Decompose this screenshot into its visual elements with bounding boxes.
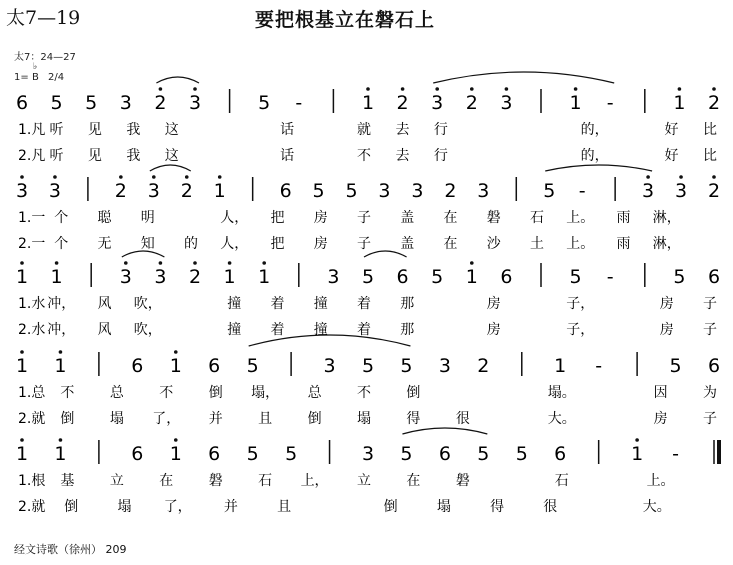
note: 3 bbox=[411, 180, 424, 202]
lyric-syllable: 的， bbox=[580, 148, 609, 164]
lyric-syllable: 吹， bbox=[133, 296, 162, 312]
lyric-syllable: 着 bbox=[357, 322, 371, 338]
lyric-syllable: 子 bbox=[703, 296, 717, 312]
lyric-syllable: 为 bbox=[703, 385, 717, 401]
lyric-syllable: 1.凡 bbox=[18, 122, 46, 138]
lyric-syllable: 倒 bbox=[307, 411, 322, 427]
lyric-syllable: 磐 bbox=[455, 473, 470, 489]
lyric-syllable: 那 bbox=[400, 322, 415, 338]
note: 2 bbox=[180, 180, 193, 202]
lyric-syllable: 塌 bbox=[109, 411, 124, 427]
lyric-syllable: 冲， bbox=[47, 322, 76, 338]
note: 1 bbox=[169, 355, 182, 377]
lyric-syllable: 石 bbox=[554, 473, 569, 489]
hold-dash: - bbox=[295, 92, 303, 114]
lyric-syllable: 大。 bbox=[547, 411, 576, 427]
lyric-syllable: 倒 bbox=[208, 385, 223, 401]
lyric-syllable: 子， bbox=[566, 296, 595, 312]
octave-dot bbox=[185, 175, 189, 179]
note: 6 bbox=[707, 355, 721, 377]
lyric-syllable: 磐 bbox=[208, 473, 223, 489]
lyric-syllable: 着 bbox=[270, 296, 285, 312]
lyric-syllable: 这 bbox=[164, 148, 179, 164]
octave-dot bbox=[20, 261, 24, 265]
note: 6 bbox=[131, 443, 144, 465]
note: 5 bbox=[246, 355, 259, 377]
lyric-syllable: 房 bbox=[486, 296, 501, 312]
lyric-syllable: 子， bbox=[566, 322, 595, 338]
lyric-syllable: 上。 bbox=[566, 236, 595, 252]
lyric-syllable: 明 bbox=[140, 210, 155, 226]
octave-dot bbox=[574, 87, 578, 91]
note: 1 bbox=[15, 443, 29, 465]
octave-dot bbox=[712, 175, 716, 179]
octave-dot bbox=[262, 261, 266, 265]
lyric-syllable: 2.水 bbox=[18, 322, 46, 338]
note: 2 bbox=[188, 266, 202, 288]
lyric-syllable: 且 bbox=[277, 499, 292, 515]
lyric-syllable: 撞 bbox=[227, 322, 242, 338]
lyric-syllable: 立 bbox=[109, 473, 124, 489]
flat-sign: ♭ bbox=[32, 62, 38, 72]
lyric-syllable: 得 bbox=[406, 411, 421, 427]
note: 3 bbox=[119, 266, 132, 288]
hold-dash: - bbox=[606, 266, 614, 288]
note: 1 bbox=[673, 92, 686, 114]
octave-dot bbox=[435, 87, 439, 91]
note: 1 bbox=[50, 266, 63, 288]
lyric-syllable: 听 bbox=[49, 122, 64, 138]
note: 5 bbox=[400, 443, 413, 465]
octave-dot bbox=[505, 87, 509, 91]
lyric-syllable: 盖 bbox=[400, 236, 415, 252]
note: 3 bbox=[119, 92, 132, 114]
lyric-syllable: 磐 bbox=[486, 210, 501, 226]
note: 6 bbox=[707, 266, 721, 288]
note: 5 bbox=[477, 443, 490, 465]
lyric-syllable: 了， bbox=[152, 411, 181, 427]
lyric-syllable: 聪 bbox=[97, 210, 112, 226]
octave-dot bbox=[152, 175, 156, 179]
octave-dot bbox=[218, 175, 222, 179]
note: 3 bbox=[642, 180, 655, 202]
octave-dot bbox=[159, 87, 163, 91]
lyric-syllable: 吹， bbox=[133, 322, 162, 338]
lyric-syllable: 雨 bbox=[616, 236, 631, 252]
lyric-syllable: 话 bbox=[280, 148, 295, 164]
slur bbox=[402, 428, 487, 434]
lyric-syllable: 并 bbox=[223, 499, 238, 515]
octave-dot bbox=[124, 261, 128, 265]
octave-dot bbox=[159, 261, 163, 265]
note: 1 bbox=[213, 180, 226, 202]
lyric-syllable: 上。 bbox=[566, 210, 595, 226]
lyric-syllable: 塌 bbox=[117, 499, 132, 515]
lyric-syllable: 风 bbox=[97, 296, 112, 312]
lyric-syllable: 这 bbox=[164, 122, 179, 138]
note: 2 bbox=[477, 355, 490, 377]
lyric-syllable: 1.水 bbox=[18, 296, 46, 312]
note: 5 bbox=[543, 180, 556, 202]
lyric-syllable: 房 bbox=[659, 322, 674, 338]
note: 6 bbox=[438, 443, 451, 465]
lyric-syllable: 比 bbox=[703, 148, 717, 164]
lyric-syllable: 无 bbox=[97, 236, 112, 252]
octave-dot bbox=[174, 438, 178, 442]
lyric-syllable: 在 bbox=[443, 236, 458, 252]
octave-dot bbox=[635, 438, 639, 442]
octave-dot bbox=[712, 87, 716, 91]
note: 1 bbox=[15, 266, 29, 288]
lyric-syllable: 不 bbox=[357, 385, 371, 401]
note: 3 bbox=[378, 180, 391, 202]
note: 1 bbox=[15, 355, 29, 377]
note: 5 bbox=[400, 355, 413, 377]
lyric-syllable: 房 bbox=[313, 210, 328, 226]
slur bbox=[545, 165, 652, 171]
lyric-syllable: 盖 bbox=[400, 210, 415, 226]
lyric-syllable: 雨 bbox=[616, 210, 631, 226]
scripture-source: 太7：24—27 bbox=[14, 52, 76, 63]
lyric-syllable: 塌。 bbox=[547, 385, 576, 401]
note: 1 bbox=[554, 355, 567, 377]
note: 3 bbox=[188, 92, 202, 114]
lyric-syllable: 冲， bbox=[47, 296, 76, 312]
note: 6 bbox=[396, 266, 409, 288]
lyric-syllable: 子 bbox=[357, 236, 371, 252]
note: 1 bbox=[361, 92, 375, 114]
lyric-syllable: 2.就 bbox=[18, 411, 46, 427]
lyric-syllable: 1.根 bbox=[18, 473, 46, 489]
lyric-syllable: 淋， bbox=[652, 210, 681, 226]
note: 5 bbox=[246, 443, 259, 465]
lyric-syllable: 就 bbox=[357, 122, 371, 138]
octave-dot bbox=[119, 175, 123, 179]
lyric-syllable: 子 bbox=[703, 411, 717, 427]
lyric-syllable: 把 bbox=[270, 210, 285, 226]
octave-dot bbox=[470, 261, 474, 265]
note: 5 bbox=[431, 266, 444, 288]
song-reference: 太7—19 bbox=[6, 7, 81, 29]
lyric-syllable: 土 bbox=[530, 236, 544, 252]
lyric-syllable: 见 bbox=[87, 148, 102, 164]
lyric-syllable: 倒 bbox=[60, 411, 75, 427]
note: 1 bbox=[631, 443, 644, 465]
note: 6 bbox=[208, 443, 221, 465]
note: 6 bbox=[15, 92, 29, 114]
octave-dot bbox=[59, 350, 63, 354]
lyric-syllable: 着 bbox=[357, 296, 371, 312]
lyric-syllable: 1.一 bbox=[18, 210, 46, 226]
lyric-syllable: 倒 bbox=[406, 385, 421, 401]
octave-dot bbox=[193, 87, 197, 91]
lyric-syllable: 并 bbox=[208, 411, 223, 427]
lyric-syllable: 去 bbox=[395, 148, 410, 164]
lyric-syllable: 上。 bbox=[646, 473, 675, 489]
octave-dot bbox=[53, 175, 57, 179]
note: 1 bbox=[223, 266, 236, 288]
lyric-syllable: 个 bbox=[54, 210, 69, 226]
lyric-syllable: 石 bbox=[258, 473, 273, 489]
lyric-syllable: 撞 bbox=[313, 296, 328, 312]
note: 5 bbox=[85, 92, 98, 114]
note: 6 bbox=[131, 355, 144, 377]
lyric-syllable: 的 bbox=[184, 236, 198, 252]
lyric-syllable: 撞 bbox=[313, 322, 328, 338]
note: 5 bbox=[361, 355, 375, 377]
lyric-syllable: 在 bbox=[443, 210, 458, 226]
slur bbox=[150, 165, 191, 171]
key-letter: B bbox=[31, 72, 39, 83]
lyric-syllable: 淋， bbox=[652, 236, 681, 252]
octave-dot bbox=[646, 175, 650, 179]
note: 1 bbox=[54, 355, 67, 377]
lyric-syllable: 不 bbox=[159, 385, 174, 401]
lyric-syllable: 在 bbox=[159, 473, 174, 489]
note: 1 bbox=[169, 443, 182, 465]
lyric-syllable: 比 bbox=[703, 122, 717, 138]
note: 2 bbox=[114, 180, 127, 202]
note: 5 bbox=[345, 180, 358, 202]
octave-dot bbox=[174, 350, 178, 354]
lyric-syllable: 沙 bbox=[486, 236, 501, 252]
lyric-syllable: 我 bbox=[126, 122, 141, 138]
lyric-syllable: 听 bbox=[49, 148, 64, 164]
note: 6 bbox=[500, 266, 513, 288]
lyric-syllable: 房 bbox=[313, 236, 328, 252]
note: 5 bbox=[50, 92, 63, 114]
lyric-syllable: 基 bbox=[60, 473, 75, 489]
note: 3 bbox=[500, 92, 513, 114]
lyric-syllable: 我 bbox=[126, 148, 141, 164]
note: 5 bbox=[258, 92, 271, 114]
lyric-syllable: 很 bbox=[543, 499, 558, 515]
lyric-syllable: 2.就 bbox=[18, 499, 46, 515]
lyric-syllable: 知 bbox=[140, 236, 155, 252]
note: 3 bbox=[15, 180, 29, 202]
note: 1 bbox=[258, 266, 271, 288]
lyric-syllable: 房 bbox=[486, 322, 501, 338]
lyric-syllable: 把 bbox=[270, 236, 285, 252]
lyric-syllable: 房 bbox=[653, 411, 668, 427]
lyric-syllable: 塌 bbox=[436, 499, 451, 515]
note: 3 bbox=[477, 180, 490, 202]
lyric-syllable: 塌， bbox=[251, 385, 280, 401]
octave-dot bbox=[228, 261, 232, 265]
note: 1 bbox=[569, 92, 582, 114]
lyric-syllable: 子 bbox=[357, 210, 371, 226]
note: 3 bbox=[327, 266, 340, 288]
note: 2 bbox=[707, 180, 721, 202]
lyric-syllable: 且 bbox=[258, 411, 273, 427]
note: 3 bbox=[48, 180, 61, 202]
note: 3 bbox=[675, 180, 688, 202]
octave-dot bbox=[20, 175, 24, 179]
octave-dot bbox=[679, 175, 683, 179]
lyric-syllable: 立 bbox=[357, 473, 371, 489]
note: 2 bbox=[465, 92, 478, 114]
note: 3 bbox=[431, 92, 444, 114]
note: 6 bbox=[554, 443, 567, 465]
octave-dot bbox=[401, 87, 405, 91]
octave-dot bbox=[678, 87, 682, 91]
hold-dash: - bbox=[672, 443, 679, 465]
note: 5 bbox=[361, 266, 375, 288]
lyric-syllable: 上， bbox=[300, 473, 329, 489]
lyric-syllable: 个 bbox=[54, 236, 69, 252]
lyric-syllable: 大。 bbox=[642, 499, 671, 515]
lyric-syllable: 因 bbox=[653, 385, 668, 401]
lyric-syllable: 行 bbox=[433, 122, 448, 138]
lyric-syllable: 倒 bbox=[383, 499, 398, 515]
footer-source: 经文诗歌（徐州） 209 bbox=[14, 543, 127, 556]
lyric-syllable: 石 bbox=[530, 210, 544, 226]
slur bbox=[156, 77, 199, 83]
lyric-syllable: 见 bbox=[87, 122, 102, 138]
lyric-syllable: 的， bbox=[580, 122, 609, 138]
note: 5 bbox=[673, 266, 686, 288]
octave-dot bbox=[193, 261, 197, 265]
lyric-syllable: 人， bbox=[220, 210, 249, 226]
lyric-syllable: 不 bbox=[357, 148, 371, 164]
hold-dash: - bbox=[606, 92, 614, 114]
note: 3 bbox=[361, 443, 375, 465]
lyric-syllable: 1.总 bbox=[18, 385, 46, 401]
note: 2 bbox=[444, 180, 457, 202]
note: 5 bbox=[515, 443, 528, 465]
lyric-syllable: 那 bbox=[400, 296, 415, 312]
lyric-syllable: 房 bbox=[659, 296, 674, 312]
note: 5 bbox=[285, 443, 298, 465]
lyric-syllable: 好 bbox=[664, 148, 679, 164]
lyric-syllable: 很 bbox=[455, 411, 470, 427]
lyric-syllable: 着 bbox=[270, 322, 285, 338]
lyric-syllable: 行 bbox=[433, 148, 448, 164]
lyric-syllable: 在 bbox=[406, 473, 421, 489]
lyric-syllable: 风 bbox=[97, 322, 112, 338]
time-signature: 2/4 bbox=[48, 72, 65, 83]
hold-dash: - bbox=[595, 355, 603, 377]
key-prefix: 1= bbox=[14, 72, 29, 83]
song-title: 要把根基立在磐石上 bbox=[255, 9, 436, 31]
lyric-syllable: 了， bbox=[163, 499, 192, 515]
octave-dot bbox=[20, 350, 24, 354]
lyric-syllable: 人， bbox=[220, 236, 249, 252]
note: 3 bbox=[323, 355, 336, 377]
octave-dot bbox=[20, 438, 24, 442]
lyric-syllable: 塌 bbox=[357, 411, 371, 427]
note: 5 bbox=[569, 266, 582, 288]
octave-dot bbox=[366, 87, 370, 91]
octave-dot bbox=[55, 261, 59, 265]
lyric-syllable: 撞 bbox=[227, 296, 242, 312]
note: 3 bbox=[438, 355, 451, 377]
lyric-syllable: 2.凡 bbox=[18, 148, 46, 164]
lyric-syllable: 去 bbox=[395, 122, 410, 138]
slur bbox=[433, 72, 614, 83]
lyric-syllable: 总 bbox=[307, 385, 322, 401]
note: 3 bbox=[154, 266, 167, 288]
lyric-syllable: 不 bbox=[60, 385, 75, 401]
lyric-syllable: 好 bbox=[664, 122, 679, 138]
note: 6 bbox=[208, 355, 221, 377]
lyric-syllable: 倒 bbox=[64, 499, 79, 515]
lyric-syllable: 话 bbox=[280, 122, 295, 138]
lyric-syllable: 子 bbox=[703, 322, 717, 338]
note: 5 bbox=[669, 355, 682, 377]
note: 2 bbox=[396, 92, 409, 114]
octave-dot bbox=[59, 438, 63, 442]
note: 2 bbox=[154, 92, 167, 114]
note: 6 bbox=[279, 180, 292, 202]
lyric-syllable: 得 bbox=[490, 499, 505, 515]
octave-dot bbox=[470, 87, 474, 91]
lyric-syllable: 总 bbox=[109, 385, 124, 401]
note: 1 bbox=[54, 443, 67, 465]
note: 3 bbox=[147, 180, 160, 202]
lyric-syllable: 2.一 bbox=[18, 236, 46, 252]
hold-dash: - bbox=[578, 180, 586, 202]
note: 5 bbox=[312, 180, 325, 202]
note: 2 bbox=[707, 92, 721, 114]
note: 1 bbox=[465, 266, 478, 288]
